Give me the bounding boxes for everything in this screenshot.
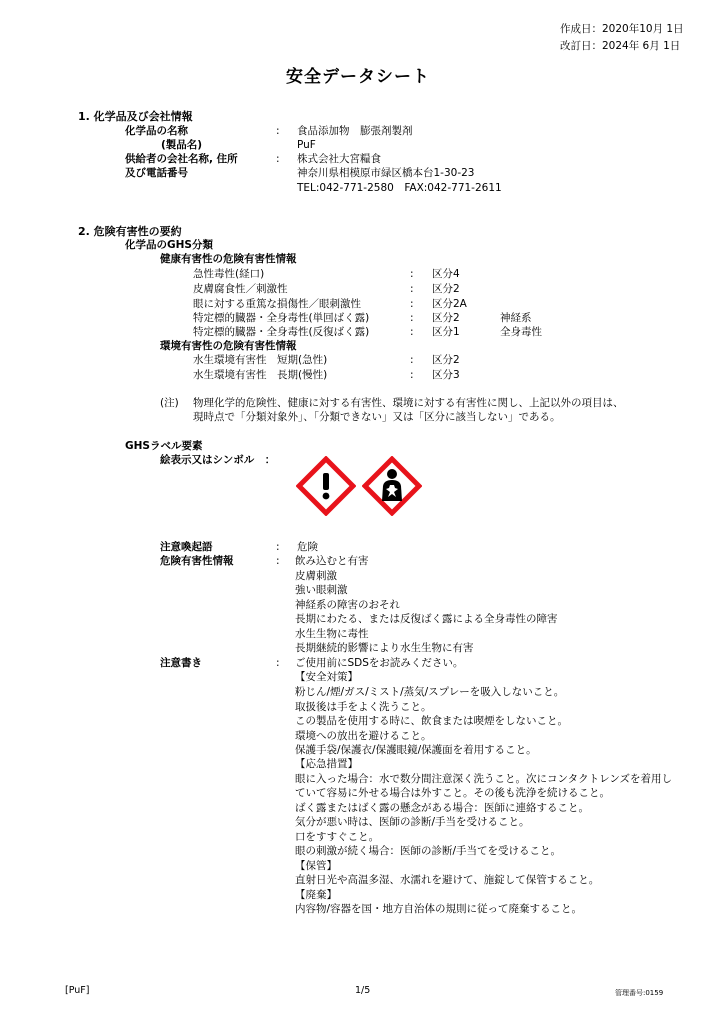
note-label: (注) bbox=[160, 397, 179, 409]
env-item-category: 区分2 bbox=[432, 354, 460, 366]
chem-name-label: 化学品の名称 bbox=[125, 125, 188, 137]
hazard-statement: 長期継続的影響により水生生物に有害 bbox=[295, 642, 474, 654]
signal-word: 危険 bbox=[297, 541, 318, 553]
section-2-heading: 2. 危険有害性の要約 bbox=[78, 225, 182, 238]
precaution-line: ばく露またはばく露の懸念がある場合：医師に連絡すること。 bbox=[295, 802, 589, 814]
hazard-statement: 長期にわたる、または反復ばく露による全身毒性の障害 bbox=[295, 613, 558, 625]
company-tel-fax: TEL:042-771-2580 FAX:042-771-2611 bbox=[297, 182, 502, 194]
colon: : bbox=[410, 369, 414, 381]
health-item-name: 皮膚腐食性／刺激性 bbox=[193, 283, 288, 295]
precaution-line: 保護手袋/保護衣/保護眼鏡/保護面を着用すること。 bbox=[295, 744, 537, 756]
hazard-statement: 水生生物に毒性 bbox=[295, 628, 369, 640]
colon: : bbox=[276, 657, 280, 669]
page-title: 安全データシート bbox=[286, 67, 430, 87]
colon: : bbox=[410, 326, 414, 338]
health-item-category: 区分4 bbox=[432, 268, 460, 280]
note-line: 現時点で「分類対象外」、「分類できない」又は「区分に該当しない」である。 bbox=[193, 411, 561, 423]
footer-page-number: 1/5 bbox=[355, 985, 371, 996]
section-1-heading: 1. 化学品及び会社情報 bbox=[78, 110, 193, 123]
hazard-statement: 飲み込むと有害 bbox=[295, 555, 369, 567]
precaution-line: この製品を使用する時に、飲食または喫煙をしないこと。 bbox=[295, 715, 568, 727]
health-item-category: 区分2 bbox=[432, 312, 460, 324]
hazard-statements-label: 危険有害性情報 bbox=[160, 555, 234, 567]
product-name-value: PuF bbox=[297, 139, 316, 151]
colon: : bbox=[410, 283, 414, 295]
health-item-name: 急性毒性(経口) bbox=[193, 268, 265, 280]
colon: : bbox=[276, 125, 280, 137]
precaution-label: 注意書き bbox=[160, 657, 202, 669]
supplier-label-2: 及び電話番号 bbox=[125, 167, 188, 179]
colon: : bbox=[410, 268, 414, 280]
health-item-note: 神経系 bbox=[500, 312, 532, 324]
colon: : bbox=[276, 541, 280, 553]
hazard-statement: 強い眼刺激 bbox=[295, 584, 348, 596]
footer-product: [PuF] bbox=[65, 985, 90, 996]
health-item-category: 区分1 bbox=[432, 326, 460, 338]
hazard-statement: 神経系の障害のおそれ bbox=[295, 599, 400, 611]
chem-name-value: 食品添加物 膨張剤製剤 bbox=[297, 125, 413, 137]
precaution-line: 粉じん/煙/ガス/ミスト/蒸気/スプレーを吸入しないこと。 bbox=[295, 686, 565, 698]
precaution-heading: 【廃棄】 bbox=[295, 889, 337, 901]
precaution-line: 直射日光や高温多湿、水濡れを避けて、施錠して保管すること。 bbox=[295, 874, 600, 886]
created-date: 作成日：2020年10月 1日 bbox=[560, 23, 684, 35]
health-item-name: 特定標的臓器・全身毒性(単回ばく露) bbox=[193, 312, 370, 324]
ghs-classification-label: 化学品のGHS分類 bbox=[125, 239, 213, 251]
colon: : bbox=[410, 354, 414, 366]
ghs-label-elements: GHSラベル要素 bbox=[125, 440, 203, 452]
health-item-note: 全身毒性 bbox=[500, 326, 542, 338]
colon: : bbox=[410, 312, 414, 324]
signal-word-label: 注意喚起語 bbox=[160, 541, 213, 553]
health-hazard-label: 健康有害性の危険有害性情報 bbox=[160, 253, 297, 265]
env-item-category: 区分3 bbox=[432, 369, 460, 381]
env-item-name: 水生環境有害性 短期(急性) bbox=[193, 354, 328, 366]
exclamation-mark-pictogram-icon bbox=[296, 456, 356, 516]
health-item-category: 区分2 bbox=[432, 283, 460, 295]
company-address: 神奈川県相模原市緑区橋本台1-30-23 bbox=[297, 167, 475, 179]
revised-date: 改訂日：2024年 6月 1日 bbox=[560, 40, 681, 52]
health-item-name: 特定標的臓器・全身毒性(反復ばく露) bbox=[193, 326, 370, 338]
company-name: 株式会社大宮糧食 bbox=[297, 153, 381, 165]
precaution-line: 口をすすぐこと。 bbox=[295, 831, 380, 843]
env-hazard-label: 環境有害性の危険有害性情報 bbox=[160, 340, 297, 352]
hazard-statement: 皮膚刺激 bbox=[295, 570, 337, 582]
precaution-line: ご使用前にSDSをお読みください。 bbox=[295, 657, 464, 669]
health-item-name: 眼に対する重篤な損傷性／眼刺激性 bbox=[193, 298, 361, 310]
precaution-heading: 【保管】 bbox=[295, 860, 337, 872]
supplier-label-1: 供給者の会社名称, 住所 bbox=[125, 153, 238, 165]
precaution-line: 眼に入った場合：水で数分間注意深く洗うこと。次にコンタクトレンズを着用し bbox=[295, 773, 673, 785]
precaution-heading: 【安全対策】 bbox=[295, 671, 358, 683]
precaution-line: 気分が悪い時は、医師の診断/手当を受けること。 bbox=[295, 816, 530, 828]
precaution-line: 取扱後は手をよく洗うこと。 bbox=[295, 701, 432, 713]
note-line: 物理化学的危険性、健康に対する有害性、環境に対する有害性に関し、上記以外の項目は、 bbox=[193, 397, 624, 409]
pictogram-label: 絵表示又はシンボル ： bbox=[160, 454, 276, 466]
colon: : bbox=[276, 555, 280, 567]
colon: : bbox=[276, 153, 280, 165]
footer-management-number: 管理番号:0159 bbox=[615, 989, 664, 997]
precaution-heading: 【応急措置】 bbox=[295, 758, 358, 770]
precaution-line: ていて容易に外せる場合は外すこと。その後も洗浄を続けること。 bbox=[295, 787, 610, 799]
precaution-line: 環境への放出を避けること。 bbox=[295, 730, 432, 742]
product-name-label: (製品名) bbox=[161, 139, 203, 151]
precaution-line: 内容物/容器を国・地方自治体の規則に従って廃棄すること。 bbox=[295, 903, 583, 915]
env-item-name: 水生環境有害性 長期(慢性) bbox=[193, 369, 328, 381]
precaution-line: 眼の刺激が続く場合：医師の診断/手当てを受けること。 bbox=[295, 845, 562, 857]
colon: : bbox=[410, 298, 414, 310]
health-hazard-pictogram-icon bbox=[362, 456, 422, 516]
health-item-category: 区分2A bbox=[432, 298, 467, 310]
